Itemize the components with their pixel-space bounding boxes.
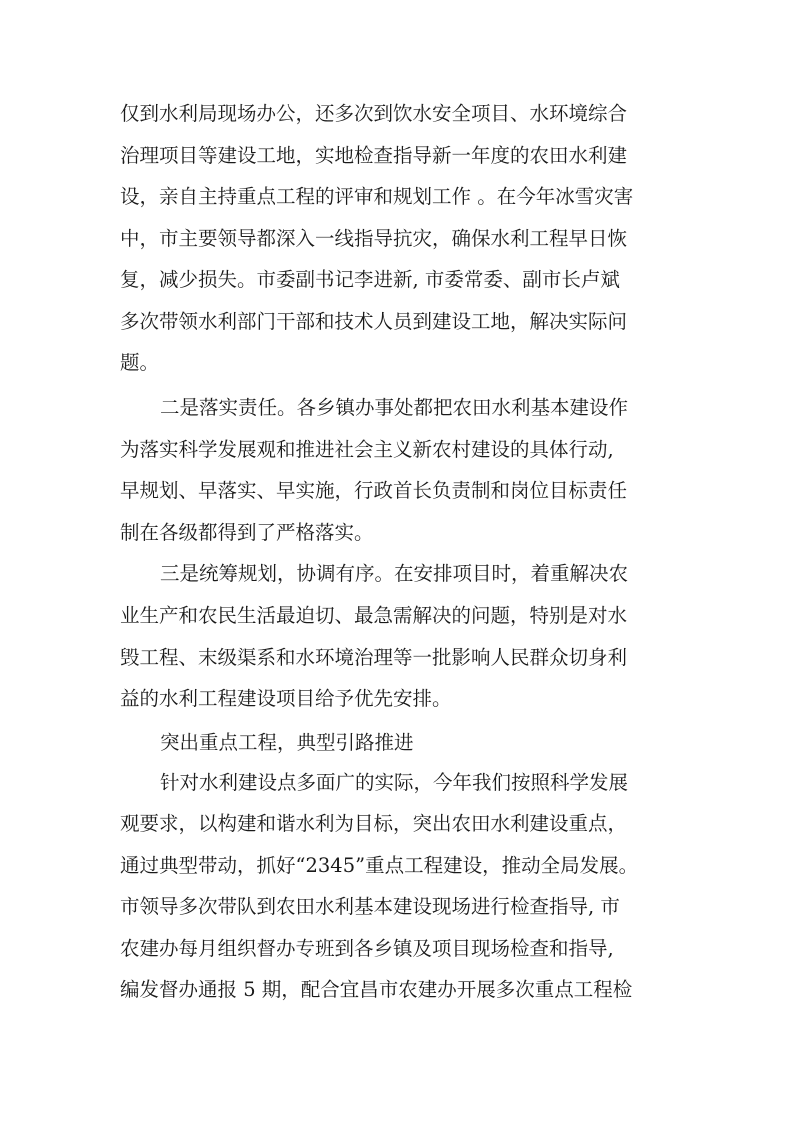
text-line: 多次带领水利部门干部和技术人员到建设工地，解决实际问 xyxy=(120,310,628,333)
text-line: 为落实科学发展观和推进社会主义新农村建设的具体行动, xyxy=(120,438,614,461)
text-line: 市领导多次带队到农田水利基本建设现场进行检查指导, 市 xyxy=(120,895,620,918)
text-line: 中，市主要领导都深入一线指导抗灾，确保水利工程早日恢 xyxy=(120,227,628,250)
text-line: 益的水利工程建设项目给予优先安排。 xyxy=(120,687,452,710)
text-line: 设，亲自主持重点工程的评审和规划工作 。在今年冰雪灾害 xyxy=(120,185,634,208)
text-line: 观要求，以构建和谐水利为目标，突出农田水利建设重点， xyxy=(120,812,628,835)
text-line: 农建办每月组织督办专班到各乡镇及项目现场检查和指导, xyxy=(120,937,614,960)
text-line: 题。 xyxy=(120,351,160,374)
section-heading: 突出重点工程，典型引路推进 xyxy=(160,731,414,754)
text-line: 早规划、早落实、早实施，行政首长负责制和岗位目标责任 xyxy=(120,479,628,502)
paragraph-heading: 二是落实责任。各乡镇办事处都把农田水利基本建设作 xyxy=(160,396,629,419)
text-line: 复，减少损失。市委副书记李进新, 市委常委、副市长卢斌 xyxy=(120,268,620,291)
text-line: 业生产和农民生活最迫切、最急需解决的问题，特别是对水 xyxy=(120,604,628,627)
text-line: 仅到水利局现场办公，还多次到饮水安全项目、水环境综合 xyxy=(120,102,628,125)
text-line: 制在各级都得到了严格落实。 xyxy=(120,521,374,544)
text-line: 编发督办通报 5 期，配合宜昌市农建办开展多次重点工程检 xyxy=(120,978,633,1001)
text-line: 针对水利建设点多面广的实际，今年我们按照科学发展 xyxy=(160,771,629,794)
paragraph-heading: 三是统筹规划，协调有序。在安排项目时，着重解决农 xyxy=(160,562,629,585)
text-line: 毁工程、末级渠系和水环境治理等一批影响人民群众切身利 xyxy=(120,646,628,669)
text-line: 通过典型带动，抓好“2345”重点工程建设，推动全局发展。 xyxy=(120,854,639,877)
text-line: 治理项目等建设工地，实地检查指导新一年度的农田水利建 xyxy=(120,144,628,167)
